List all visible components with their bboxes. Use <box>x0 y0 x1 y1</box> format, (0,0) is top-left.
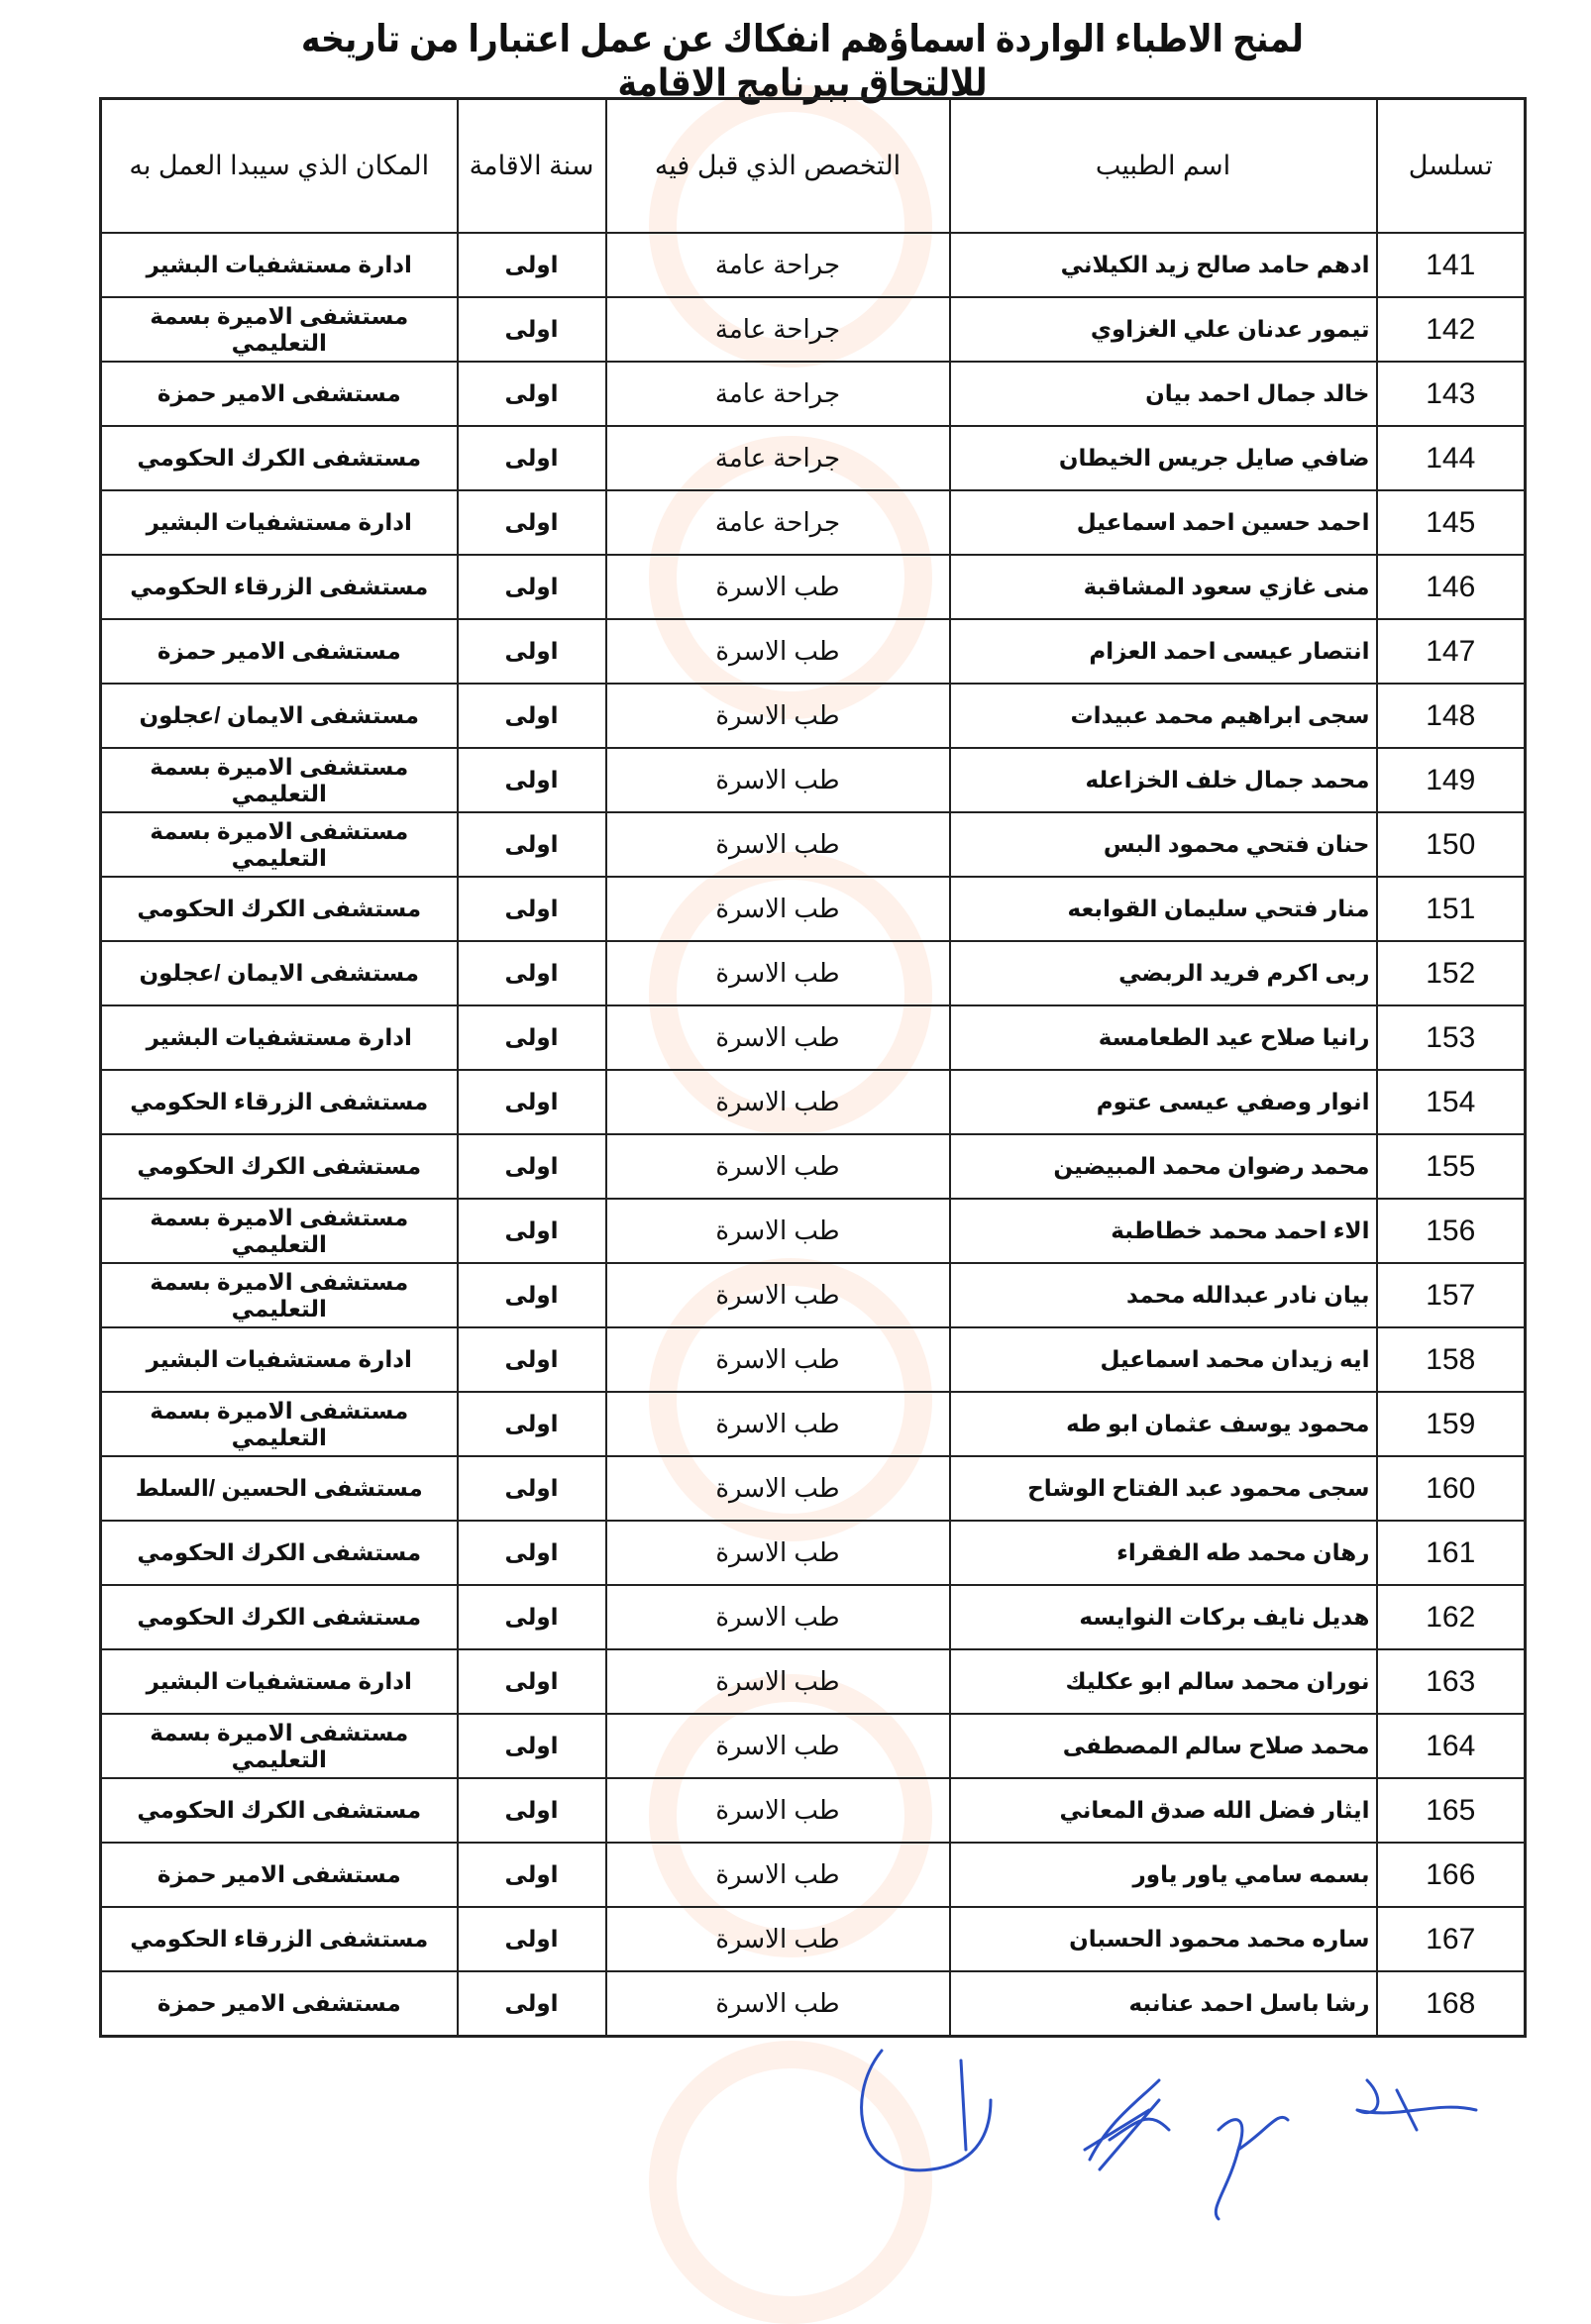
table-row <box>101 1971 1526 2037</box>
workplace-cell: ادارة مستشفيات البشير <box>101 1005 458 1070</box>
residency-year-cell: اولى <box>458 1456 606 1521</box>
residency-year-cell: اولى <box>458 1778 606 1843</box>
specialty-cell: طب الاسرة <box>606 684 950 748</box>
workplace-cell: مستشفى الاميرة بسمة التعليمي <box>101 1392 458 1456</box>
signature-4 <box>1357 2080 1476 2130</box>
specialty-cell: جراحة عامة <box>606 362 950 426</box>
residency-year-cell: اولى <box>458 812 606 877</box>
doctor-name-cell: نوران محمد سالم ابو عكليك <box>950 1649 1377 1714</box>
residency-year-cell: اولى <box>458 748 606 812</box>
workplace-cell: مستشفى الزرقاء الحكومي <box>101 1070 458 1134</box>
specialty-cell: طب الاسرة <box>606 1005 950 1070</box>
doctor-name-cell: الاء احمد محمد خطاطبة <box>950 1199 1377 1263</box>
workplace-cell: مستشفى الكرك الحكومي <box>101 1778 458 1843</box>
table-row <box>101 1714 1526 1778</box>
serial-cell: 160 <box>1377 1456 1526 1521</box>
table-row <box>101 941 1526 1005</box>
serial-cell: 161 <box>1377 1521 1526 1585</box>
doctor-name-cell: حنان فتحي محمود البس <box>950 812 1377 877</box>
doctor-name-cell: بيان نادر عبدالله محمد <box>950 1263 1377 1327</box>
doctor-name-cell: انتصار عيسى احمد العزام <box>950 619 1377 684</box>
workplace-cell: مستشفى الاميرة بسمة التعليمي <box>101 1263 458 1327</box>
specialty-cell: طب الاسرة <box>606 1263 950 1327</box>
residency-year-cell: اولى <box>458 877 606 941</box>
doctor-name-cell: محمود يوسف عثمان ابو طه <box>950 1392 1377 1456</box>
specialty-cell: طب الاسرة <box>606 877 950 941</box>
specialty-cell: طب الاسرة <box>606 1134 950 1199</box>
residency-year-cell: اولى <box>458 490 606 555</box>
workplace-cell: مستشفى الاميرة بسمة التعليمي <box>101 297 458 362</box>
specialty-cell: طب الاسرة <box>606 812 950 877</box>
workplace-cell: ادارة مستشفيات البشير <box>101 233 458 297</box>
residency-year-cell: اولى <box>458 941 606 1005</box>
serial-cell: 151 <box>1377 877 1526 941</box>
serial-cell: 149 <box>1377 748 1526 812</box>
table-row <box>101 1392 1526 1456</box>
specialty-cell: جراحة عامة <box>606 490 950 555</box>
signatures <box>842 2041 1486 2239</box>
table-row <box>101 1263 1526 1327</box>
residency-year-cell: اولى <box>458 426 606 490</box>
specialty-cell: طب الاسرة <box>606 1070 950 1134</box>
workplace-cell: مستشفى الامير حمزة <box>101 619 458 684</box>
serial-cell: 152 <box>1377 941 1526 1005</box>
table-row <box>101 812 1526 877</box>
specialty-cell: طب الاسرة <box>606 1327 950 1392</box>
serial-cell: 164 <box>1377 1714 1526 1778</box>
residency-year-cell: اولى <box>458 1521 606 1585</box>
specialty-cell: جراحة عامة <box>606 426 950 490</box>
header-year: سنة الاقامة <box>458 99 606 234</box>
specialty-cell: طب الاسرة <box>606 1907 950 1971</box>
residency-year-cell: اولى <box>458 233 606 297</box>
table-row <box>101 490 1526 555</box>
workplace-cell: مستشفى الكرك الحكومي <box>101 877 458 941</box>
workplace-cell: مستشفى الايمان /عجلون <box>101 941 458 1005</box>
doctor-name-cell: ربى اكرم فريد الربضي <box>950 941 1377 1005</box>
doctor-name-cell: هديل نايف بركات النوايسه <box>950 1585 1377 1649</box>
serial-cell: 157 <box>1377 1263 1526 1327</box>
doctor-name-cell: سجى محمود عبد الفتاح الوشاح <box>950 1456 1377 1521</box>
table-row <box>101 555 1526 619</box>
residency-year-cell: اولى <box>458 1971 606 2037</box>
signature-2 <box>1085 2080 1169 2169</box>
table-row <box>101 619 1526 684</box>
residency-year-cell: اولى <box>458 1843 606 1907</box>
serial-cell: 159 <box>1377 1392 1526 1456</box>
specialty-cell: طب الاسرة <box>606 1392 950 1456</box>
workplace-cell: مستشفى الاميرة بسمة التعليمي <box>101 1714 458 1778</box>
residency-table <box>99 97 1527 2038</box>
table-row <box>101 1907 1526 1971</box>
serial-cell: 154 <box>1377 1070 1526 1134</box>
doctor-name-cell: احمد حسين احمد اسماعيل <box>950 490 1377 555</box>
signature-3 <box>1216 2117 1288 2219</box>
doctor-name-cell: انوار وصفي عيسى عتوم <box>950 1070 1377 1134</box>
doctor-name-cell: سجى ابراهيم محمد عبيدات <box>950 684 1377 748</box>
serial-cell: 168 <box>1377 1971 1526 2037</box>
doctor-name-cell: ساره محمد محمود الحسبان <box>950 1907 1377 1971</box>
serial-cell: 145 <box>1377 490 1526 555</box>
specialty-cell: طب الاسرة <box>606 748 950 812</box>
doctor-name-cell: محمد جمال خلف الخزاعله <box>950 748 1377 812</box>
workplace-cell: مستشفى الاميرة بسمة التعليمي <box>101 748 458 812</box>
doctor-name-cell: محمد صلاح سالم المصطفى <box>950 1714 1377 1778</box>
specialty-cell: طب الاسرة <box>606 1649 950 1714</box>
residency-year-cell: اولى <box>458 362 606 426</box>
table-row <box>101 1134 1526 1199</box>
doctor-name-cell: تيمور عدنان علي الغزاوي <box>950 297 1377 362</box>
serial-cell: 142 <box>1377 297 1526 362</box>
header-specialty: التخصص الذي قبل فيه <box>606 99 950 234</box>
specialty-cell: طب الاسرة <box>606 619 950 684</box>
doctor-name-cell: رهان محمد طه الفقراء <box>950 1521 1377 1585</box>
serial-cell: 148 <box>1377 684 1526 748</box>
header-name: اسم الطبيب <box>950 99 1377 234</box>
specialty-cell: طب الاسرة <box>606 1199 950 1263</box>
table-row <box>101 1070 1526 1134</box>
table-row <box>101 1585 1526 1649</box>
workplace-cell: ادارة مستشفيات البشير <box>101 1649 458 1714</box>
workplace-cell: مستشفى الاميرة بسمة التعليمي <box>101 1199 458 1263</box>
residency-year-cell: اولى <box>458 1070 606 1134</box>
workplace-cell: مستشفى الايمان /عجلون <box>101 684 458 748</box>
serial-cell: 144 <box>1377 426 1526 490</box>
table-row <box>101 1327 1526 1392</box>
specialty-cell: طب الاسرة <box>606 1843 950 1907</box>
serial-cell: 141 <box>1377 233 1526 297</box>
residency-year-cell: اولى <box>458 619 606 684</box>
workplace-cell: مستشفى الحسين /السلط <box>101 1456 458 1521</box>
specialty-cell: طب الاسرة <box>606 1714 950 1778</box>
table-row <box>101 748 1526 812</box>
workplace-cell: مستشفى الكرك الحكومي <box>101 426 458 490</box>
specialty-cell: طب الاسرة <box>606 1521 950 1585</box>
workplace-cell: مستشفى الاميرة بسمة التعليمي <box>101 812 458 877</box>
signature-1 <box>862 2051 991 2170</box>
table-row <box>101 684 1526 748</box>
workplace-cell: مستشفى الزرقاء الحكومي <box>101 1907 458 1971</box>
residency-year-cell: اولى <box>458 1327 606 1392</box>
table-row <box>101 1456 1526 1521</box>
workplace-cell: ادارة مستشفيات البشير <box>101 1327 458 1392</box>
table-row <box>101 297 1526 362</box>
serial-cell: 165 <box>1377 1778 1526 1843</box>
workplace-cell: مستشفى الكرك الحكومي <box>101 1585 458 1649</box>
residency-year-cell: اولى <box>458 1199 606 1263</box>
serial-cell: 150 <box>1377 812 1526 877</box>
doctor-name-cell: بسمه سامي ياور ياور <box>950 1843 1377 1907</box>
table-row <box>101 1521 1526 1585</box>
workplace-cell: مستشفى الامير حمزة <box>101 1971 458 2037</box>
workplace-cell: مستشفى الكرك الحكومي <box>101 1521 458 1585</box>
doctor-name-cell: رانيا صلاح عيد الطعامسة <box>950 1005 1377 1070</box>
table-row <box>101 362 1526 426</box>
specialty-cell: جراحة عامة <box>606 297 950 362</box>
header-place: المكان الذي سيبدا العمل به <box>101 99 458 234</box>
serial-cell: 155 <box>1377 1134 1526 1199</box>
specialty-cell: طب الاسرة <box>606 1456 950 1521</box>
document-title: لمنح الاطباء الواردة اسماؤهم انفكاك عن عمل اعتبارا من تاريخه للالتحاق ببرنامج الاقامة <box>301 17 1304 104</box>
doctor-name-cell: خالد جمال احمد بيان <box>950 362 1377 426</box>
residency-year-cell: اولى <box>458 1907 606 1971</box>
specialty-cell: جراحة عامة <box>606 233 950 297</box>
residency-year-cell: اولى <box>458 1134 606 1199</box>
doctor-name-cell: ايه زيدان محمد اسماعيل <box>950 1327 1377 1392</box>
table-row <box>101 233 1526 297</box>
doctor-name-cell: ضافي صايل جريس الخيطان <box>950 426 1377 490</box>
serial-cell: 143 <box>1377 362 1526 426</box>
residency-year-cell: اولى <box>458 555 606 619</box>
doctor-name-cell: محمد رضوان محمد المبيضين <box>950 1134 1377 1199</box>
workplace-cell: مستشفى الامير حمزة <box>101 362 458 426</box>
serial-cell: 167 <box>1377 1907 1526 1971</box>
workplace-cell: مستشفى الامير حمزة <box>101 1843 458 1907</box>
serial-cell: 166 <box>1377 1843 1526 1907</box>
table-row <box>101 1005 1526 1070</box>
workplace-cell: ادارة مستشفيات البشير <box>101 490 458 555</box>
residency-year-cell: اولى <box>458 1714 606 1778</box>
doctor-name-cell: ادهم حامد صالح زيد الكيلاني <box>950 233 1377 297</box>
workplace-cell: مستشفى الزرقاء الحكومي <box>101 555 458 619</box>
residency-year-cell: اولى <box>458 297 606 362</box>
table-row <box>101 1649 1526 1714</box>
serial-cell: 153 <box>1377 1005 1526 1070</box>
table-row <box>101 426 1526 490</box>
specialty-cell: طب الاسرة <box>606 1585 950 1649</box>
serial-cell: 162 <box>1377 1585 1526 1649</box>
table-row <box>101 877 1526 941</box>
doctor-name-cell: ايثار فضل الله صدق المعاني <box>950 1778 1377 1843</box>
residency-year-cell: اولى <box>458 1585 606 1649</box>
serial-cell: 156 <box>1377 1199 1526 1263</box>
table-row <box>101 1199 1526 1263</box>
residency-year-cell: اولى <box>458 1263 606 1327</box>
residency-year-cell: اولى <box>458 1649 606 1714</box>
serial-cell: 146 <box>1377 555 1526 619</box>
specialty-cell: طب الاسرة <box>606 1971 950 2037</box>
serial-cell: 147 <box>1377 619 1526 684</box>
serial-cell: 163 <box>1377 1649 1526 1714</box>
specialty-cell: طب الاسرة <box>606 1778 950 1843</box>
residency-year-cell: اولى <box>458 1392 606 1456</box>
specialty-cell: طب الاسرة <box>606 941 950 1005</box>
residency-year-cell: اولى <box>458 1005 606 1070</box>
doctor-name-cell: منار فتحي سليمان القوابعه <box>950 877 1377 941</box>
serial-cell: 158 <box>1377 1327 1526 1392</box>
residency-year-cell: اولى <box>458 684 606 748</box>
doctor-name-cell: رشا باسل احمد عنانبه <box>950 1971 1377 2037</box>
table-header-row <box>101 99 1526 234</box>
table-row <box>101 1843 1526 1907</box>
doctor-name-cell: منى غازي سعود المشاقبة <box>950 555 1377 619</box>
table-row <box>101 1778 1526 1843</box>
workplace-cell: مستشفى الكرك الحكومي <box>101 1134 458 1199</box>
specialty-cell: طب الاسرة <box>606 555 950 619</box>
header-serial: تسلسل <box>1377 99 1526 234</box>
